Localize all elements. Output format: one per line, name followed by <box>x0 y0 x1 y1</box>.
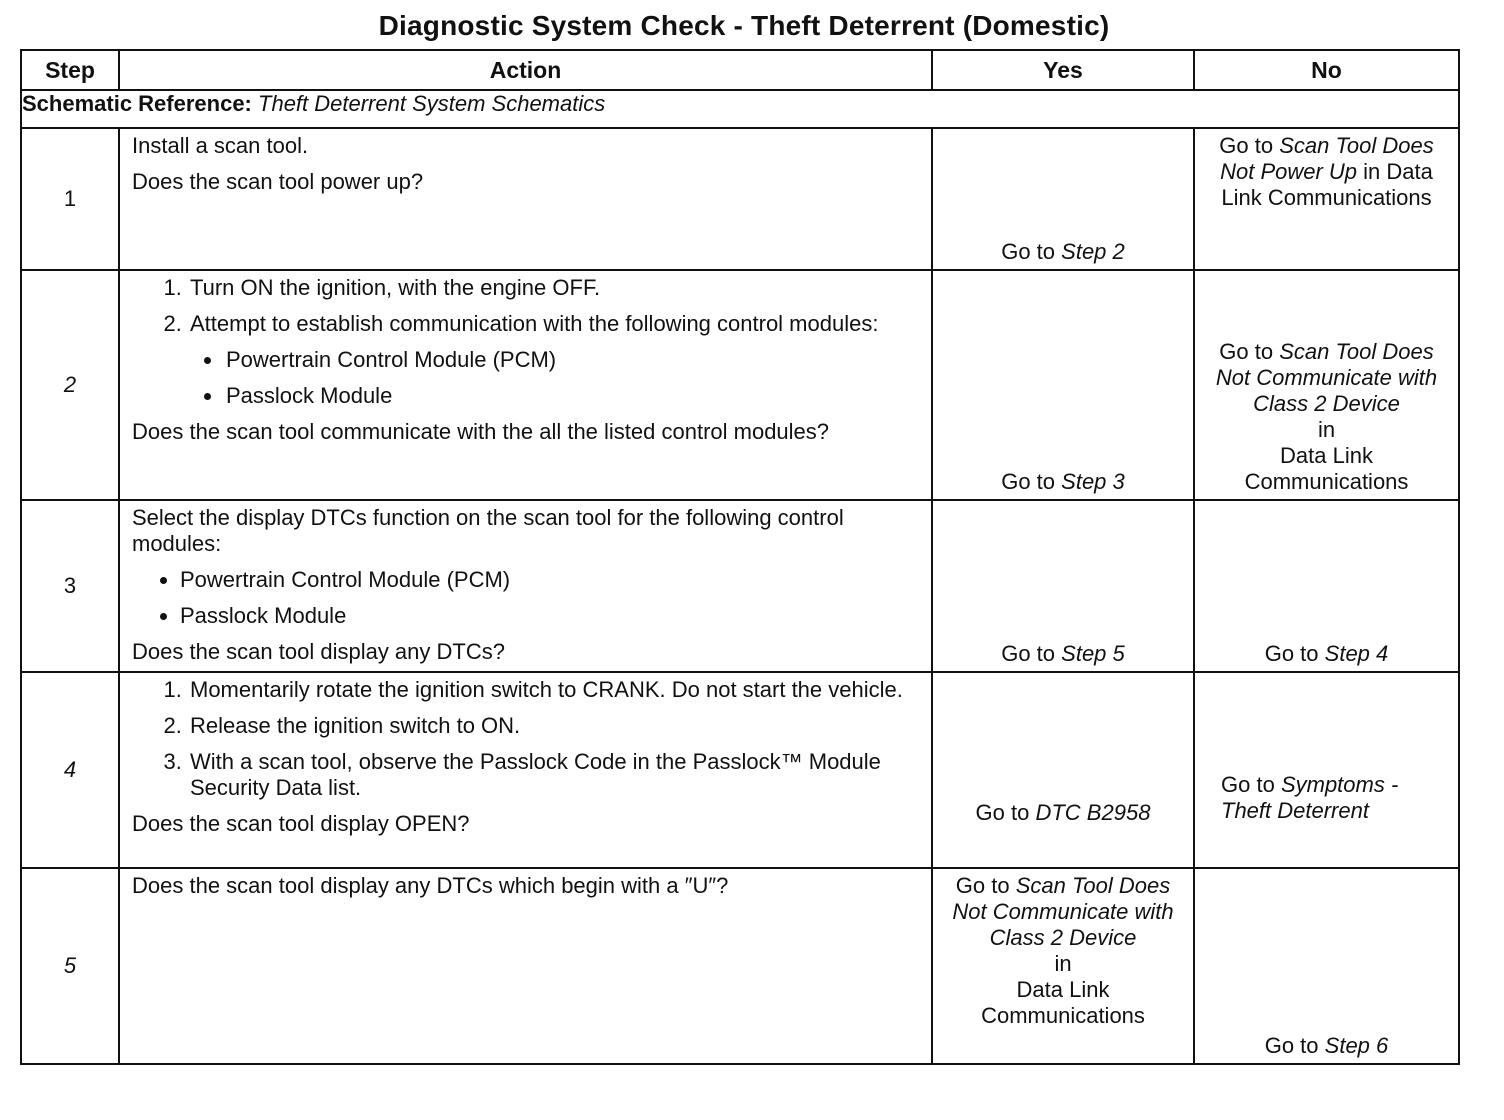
action-step: 1. Turn ON the ignition, with the engine OFF. <box>188 275 919 301</box>
action-question: Does the scan tool communicate with the all the listed control modules? <box>132 419 830 444</box>
action-question: Does the scan tool display any DTCs? <box>132 639 505 664</box>
module-list <box>132 567 919 629</box>
schematic-reference-link: Theft Deterrent System Schematics <box>258 91 606 116</box>
module-item: • Passlock Module <box>180 603 919 629</box>
header-row <box>21 50 1459 90</box>
action-question: Does the scan tool power up? <box>132 169 424 194</box>
yes-cell <box>932 868 1194 1064</box>
no-cell <box>1194 128 1459 270</box>
yes-cell <box>932 672 1194 868</box>
step-number: 1 <box>21 128 119 270</box>
no-target: Scan Tool Does Not Communicate with Class 2 Device <box>1215 339 1438 416</box>
no-target: Symptoms - Theft Deterrent <box>1221 772 1399 823</box>
table-row <box>21 270 1459 500</box>
yes-cell <box>932 128 1194 270</box>
header-no: No <box>1194 50 1459 90</box>
yes-prefix: Go to <box>1001 469 1056 494</box>
step-number: 5 <box>21 868 119 1064</box>
action-cell <box>119 270 932 500</box>
module-item: • Powertrain Control Module (PCM) <box>224 347 919 373</box>
no-cell <box>1194 270 1459 500</box>
action-cell <box>119 500 932 672</box>
yes-target: Step 3 <box>1061 469 1125 494</box>
no-cell <box>1194 868 1459 1064</box>
yes-suffix: in <box>1054 951 1072 976</box>
table-row <box>21 868 1459 1064</box>
module-item: • Passlock Module <box>224 383 919 409</box>
no-target: Step 6 <box>1324 1033 1389 1058</box>
step-number: 2 <box>21 270 119 500</box>
action-cell <box>119 868 932 1064</box>
module-list <box>190 347 919 409</box>
yes-target: DTC B2958 <box>1035 800 1151 825</box>
action-question: Does the scan tool display OPEN? <box>132 811 470 836</box>
action-question: Does the scan tool display any DTCs which begin with a ″U″? <box>132 873 729 898</box>
step-number: 3 <box>21 500 119 672</box>
action-steps <box>132 677 919 801</box>
action-cell <box>119 128 932 270</box>
no-suffix: Data Link Communications <box>1244 443 1409 494</box>
no-prefix: Go to <box>1264 641 1319 666</box>
module-item: • Powertrain Control Module (PCM) <box>180 567 919 593</box>
no-cell <box>1194 500 1459 672</box>
diagnostic-table <box>20 49 1460 1065</box>
yes-cell <box>932 270 1194 500</box>
action-step-text: Attempt to establish communication with the following control modules: <box>190 311 879 336</box>
action-step: 3. With a scan tool, observe the Passlock Code in the Passlock™ Module Security Data list. <box>188 749 919 801</box>
yes-prefix: Go to <box>1001 641 1056 666</box>
action-cell <box>119 672 932 868</box>
header-step: Step <box>21 50 119 90</box>
action-text: Select the display DTCs function on the scan tool for the following control modules: <box>132 505 844 556</box>
page-title: Diagnostic System Check - Theft Deterrent (Domestic) <box>378 10 1110 41</box>
schematic-reference <box>21 90 1459 128</box>
action-step <box>188 311 919 409</box>
no-suffix: in Data Link Communications <box>1221 159 1433 210</box>
yes-cell <box>932 500 1194 672</box>
schematic-reference-label: Schematic Reference: <box>22 91 252 116</box>
action-step: 2. Release the ignition switch to ON. <box>188 713 919 739</box>
no-suffix: in <box>1317 417 1336 442</box>
no-cell <box>1194 672 1459 868</box>
header-action: Action <box>119 50 932 90</box>
yes-target: Scan Tool Does Not Communicate with Class 2 Device <box>952 873 1174 950</box>
table-row <box>21 500 1459 672</box>
schematic-reference-row <box>21 90 1459 128</box>
no-prefix: Go to <box>1219 339 1274 364</box>
no-prefix: Go to <box>1219 133 1274 158</box>
no-target: Scan Tool Does Not Power Up <box>1220 133 1434 184</box>
action-steps <box>132 275 919 409</box>
yes-target: Step 2 <box>1061 239 1125 264</box>
yes-prefix: Go to <box>955 873 1010 898</box>
yes-prefix: Go to <box>975 800 1030 825</box>
yes-suffix: Data Link Communications <box>981 977 1145 1028</box>
action-step: 1. Momentarily rotate the ignition switch to CRANK. Do not start the vehicle. <box>188 677 919 703</box>
yes-prefix: Go to <box>1001 239 1056 264</box>
step-number: 4 <box>21 672 119 868</box>
action-text: Install a scan tool. <box>132 133 309 158</box>
no-prefix: Go to <box>1221 772 1275 797</box>
yes-target: Step 5 <box>1061 641 1125 666</box>
no-target: Step 4 <box>1324 641 1389 666</box>
table-row <box>21 672 1459 868</box>
no-prefix: Go to <box>1264 1033 1319 1058</box>
table-row <box>21 128 1459 270</box>
header-yes: Yes <box>932 50 1194 90</box>
